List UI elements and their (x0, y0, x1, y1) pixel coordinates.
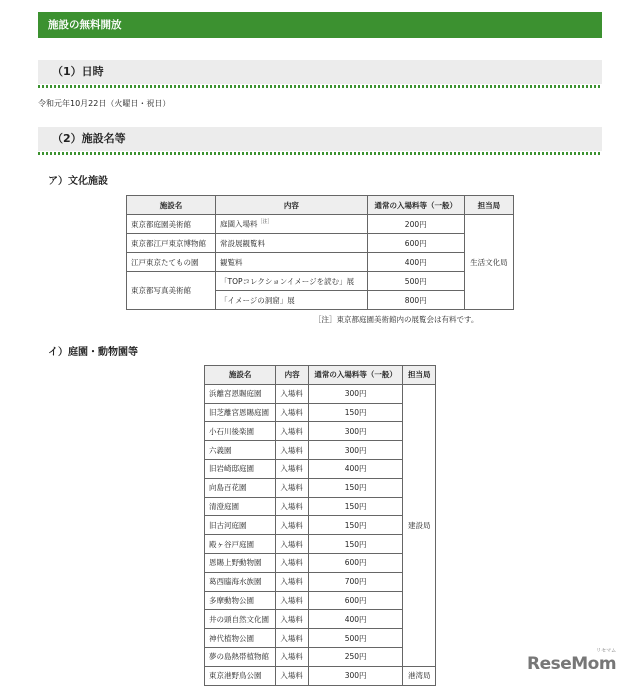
table-row (127, 234, 514, 253)
section-heading-date: （1）日時 (38, 60, 602, 84)
table-row (205, 422, 436, 441)
facility-content: 入場料 (276, 572, 309, 591)
facility-fee: 150円 (308, 535, 403, 554)
facility-name: 井の頭自然文化園 (205, 610, 276, 629)
note-mark: ［注］ (257, 219, 273, 226)
culture-heading: ア）文化施設 (48, 176, 108, 187)
facility-fee: 300円 (308, 666, 403, 685)
table-row (127, 215, 514, 234)
facility-fee: 150円 (308, 403, 403, 422)
facility-fee: 500円 (367, 272, 464, 291)
table-row (127, 272, 514, 291)
facility-name: 旧芝離宮恩賜庭園 (205, 403, 276, 422)
facility-name: 殿ヶ谷戸庭園 (205, 535, 276, 554)
facility-fee: 300円 (308, 441, 403, 460)
facility-name: 東京都写真美術館 (127, 272, 216, 310)
logo-kana: リセマム (596, 648, 617, 654)
col-header: 担当局 (403, 366, 436, 385)
facility-content: 入場料 (276, 422, 309, 441)
facility-content: 入場料 (276, 553, 309, 572)
facility-content: 入場料 (276, 666, 309, 685)
facility-name: 東京都江戸東京博物館 (127, 234, 216, 253)
facility-name: 六義園 (205, 441, 276, 460)
facility-fee: 500円 (308, 629, 403, 648)
table-row (205, 553, 436, 572)
facility-name: 夢の島熱帯植物館 (205, 647, 276, 666)
bureau-cell: 生活文化局 (464, 215, 513, 310)
facility-content: 「イメージの洞窟」展 (216, 291, 368, 310)
table-row (205, 647, 436, 666)
facility-fee: 400円 (308, 610, 403, 629)
col-header: 内容 (216, 196, 368, 215)
table-row (205, 459, 436, 478)
table-row (205, 535, 436, 554)
facility-name: 恩賜上野動物園 (205, 553, 276, 572)
facility-fee: 300円 (308, 384, 403, 403)
facility-fee: 150円 (308, 516, 403, 535)
facility-name: 向島百花園 (205, 478, 276, 497)
facility-content: 常設展観覧料 (216, 234, 368, 253)
col-header: 内容 (276, 366, 309, 385)
table-row (205, 403, 436, 422)
table-row (127, 253, 514, 272)
facility-name: 清澄庭園 (205, 497, 276, 516)
facility-name: 浜離宮恩賜庭園 (205, 384, 276, 403)
facility-content: 入場料 (276, 610, 309, 629)
resemom-logo: ReseMom リセマム (527, 648, 617, 674)
table-row (205, 591, 436, 610)
facility-name: 神代植物公園 (205, 629, 276, 648)
facility-fee: 200円 (367, 215, 464, 234)
facility-name: 多摩動物公園 (205, 591, 276, 610)
table-row (205, 610, 436, 629)
gardens-heading: イ）庭園・動物園等 (48, 347, 138, 358)
facility-content: 「TOPコレクションイメージを読む」展 (216, 272, 368, 291)
facility-content: 入場料 (276, 647, 309, 666)
table-row (205, 384, 436, 403)
facility-content: 入場料 (276, 384, 309, 403)
facility-name: 旧古河庭園 (205, 516, 276, 535)
facility-content: 入場料 (276, 591, 309, 610)
facility-name: 葛西臨海水族園 (205, 572, 276, 591)
culture-table (126, 195, 514, 310)
facility-content: 入場料 (276, 478, 309, 497)
col-header: 施設名 (127, 196, 216, 215)
table-row (205, 478, 436, 497)
facility-content: 入場料 (276, 403, 309, 422)
bureau-cell: 港湾局 (403, 666, 436, 685)
bureau-cell: 建設局 (403, 384, 436, 666)
facility-content: 入場料 (276, 459, 309, 478)
culture-note: ［注］東京都庭園美術館内の展覧会は有料です。 (314, 315, 479, 324)
facility-fee: 400円 (367, 253, 464, 272)
facility-fee: 700円 (308, 572, 403, 591)
facility-content: 入場料 (276, 629, 309, 648)
facility-fee: 600円 (308, 591, 403, 610)
section-heading-facilities: （2）施設名等 (38, 127, 602, 151)
facility-fee: 150円 (308, 497, 403, 516)
facility-name: 東京港野鳥公園 (205, 666, 276, 685)
facility-content: 入場料 (276, 535, 309, 554)
facility-fee: 150円 (308, 478, 403, 497)
facility-name: 東京都庭園美術館 (127, 215, 216, 234)
table-row (205, 572, 436, 591)
facility-fee: 250円 (308, 647, 403, 666)
page-banner: 施設の無料開放 (38, 12, 602, 38)
col-header: 通常の入場料等（一般） (367, 196, 464, 215)
facility-content: 入場料 (276, 516, 309, 535)
facility-name: 旧岩崎邸庭園 (205, 459, 276, 478)
col-header: 通常の入場料等（一般） (308, 366, 403, 385)
table-row (205, 666, 436, 685)
table-row (205, 629, 436, 648)
table-row (205, 516, 436, 535)
facility-fee: 400円 (308, 459, 403, 478)
facility-content: 入場料 (276, 497, 309, 516)
facility-fee: 800円 (367, 291, 464, 310)
facility-content: 入場料 (276, 441, 309, 460)
facility-name: 小石川後楽園 (205, 422, 276, 441)
gardens-table (204, 365, 436, 686)
facility-content: 観覧料 (216, 253, 368, 272)
facility-fee: 300円 (308, 422, 403, 441)
col-header: 施設名 (205, 366, 276, 385)
facility-fee: 600円 (367, 234, 464, 253)
table-header-row (205, 366, 436, 385)
event-date: 令和元年10月22日（火曜日・祝日） (38, 99, 171, 108)
facility-fee: 600円 (308, 553, 403, 572)
facility-name: 江戸東京たてもの園 (127, 253, 216, 272)
facility-content: 庭園入場料$^{[注]}$ (216, 215, 368, 234)
table-row (205, 497, 436, 516)
table-row (205, 441, 436, 460)
col-header: 担当局 (464, 196, 513, 215)
table-header-row (127, 196, 514, 215)
